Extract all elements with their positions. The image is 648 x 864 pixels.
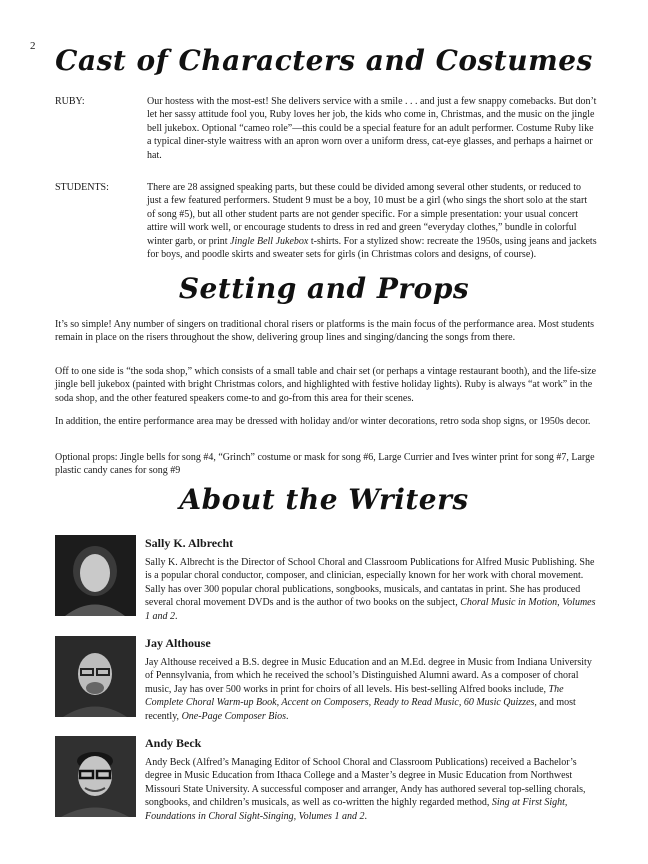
writer-bio: Sally K. Albrecht is the Director of School Choral and Classroom Publications for Alfred Music Publishing. She is a popular choral conductor, composer, and clinician, especially known for her work with choral movement. Sally has over 300 popular choral publications, songbooks, musicals, and cantatas in print. She has produced several choral movement DVDs and is the author of two books on the subject, Choral Music in Motion, Volumes 1 and 2. <box>145 557 596 622</box>
role-description-students: There are 28 assigned speaking parts, but these could be divided among several other students, or reduced to just a few featured performers. Student 9 must be a boy, 10 must be a girl (who sings the short solo at the start of song #5), but all other student parts are not gender specific. For a simple presentation: your usual concert attire will work well, or encourage students to dress in red and green “everyday clothes,” bundle in colorful winter garb, or print Jingle Bell Jukebox t-shirts. For a stylized show: recreate the 1950s, using jeans and jackets for boys, and poodle skirts and sweater sets for girls (in Christmas colors and designs, of course). <box>147 182 597 261</box>
writers-heading: About the Writers <box>179 483 469 516</box>
role-name-ruby: RUBY: <box>55 96 85 107</box>
cast-heading: Cast of Characters and Costumes <box>55 44 593 77</box>
writer-bio: Jay Althouse received a B.S. degree in Music Education and an M.Ed. degree in Music from Indiana University of Pennsylvania, from which he received the school’s Distinguished Alumni award. As a composer of choral music, Jay has over 500 works in print for choirs of all levels. His best-selling Alfred books include, The Complete Choral Warm-up Book, Accent on Composers, Ready to Read Music, 60 Music Quizzes, and most recently, One-Page Composer Bios. <box>145 657 592 722</box>
setting-paragraph: Optional props: Jingle bells for song #4, “Grinch” costume or mask for song #6, Large Currier and Ives winter print for song #7, Large plastic candy canes for song #9 <box>55 452 595 477</box>
setting-paragraph: Off to one side is “the soda shop,” which consists of a small table and chair set (or perhaps a vintage restaurant booth), and the life-size jingle bell jukebox (painted with bright Christmas colors, and highlighted with festive holiday lights). Ruby is always “at work” in the soda shop, and the other featured speakers come-to and go-from this area for their scenes. <box>55 366 597 404</box>
role-name-students: STUDENTS: <box>55 182 109 193</box>
writer-name: Sally K. Albrecht <box>145 536 234 550</box>
setting-heading: Setting and Props <box>178 272 470 305</box>
writer-photo <box>55 636 136 717</box>
page-number: 2 <box>30 40 36 52</box>
setting-paragraph: In addition, the entire performance area may be dressed with holiday and/or winter decorations, retro soda shop signs, or 1950s decor. <box>55 416 591 427</box>
writer-bio: Andy Beck (Alfred’s Managing Editor of School Choral and Classroom Publications) received a Bachelor’s degree in Music Education from Ithaca College and a Master’s degree in Music Education from Northwest Missouri State University. A successful composer and arranger, Andy has authored several top-selling chorals, songbooks, and children’s musicals, as well as co-written the highly regarded method, Sing at First Sight, Foundations in Choral Sight-Singing, Volumes 1 and 2. <box>145 757 586 822</box>
role-description-ruby: Our hostess with the most-est! She delivers service with a smile . . . and just a few snappy comebacks. But don’t let her sassy attitude fool you, Ruby loves her job, the kids who come in, Christmas, and the music on the jingle bell jukebox. Optional “cameo role”—this could be a special feature for an adult performer. Costume Ruby like a typical diner-style waitress with an apron worn over a uniform dress, cat-eye glasses, and perhaps a hairnet or hat. <box>147 96 597 161</box>
setting-paragraph: It’s so simple! Any number of singers on traditional choral risers or platforms is the main focus of the performance area. Most students remain in place on the risers throughout the show, delivering group lines and singing/dancing the songs from there. <box>55 319 595 344</box>
writer-photo <box>55 736 136 817</box>
writer-name: Andy Beck <box>145 736 202 750</box>
writer-photo <box>55 535 136 616</box>
writer-name: Jay Althouse <box>145 636 211 650</box>
